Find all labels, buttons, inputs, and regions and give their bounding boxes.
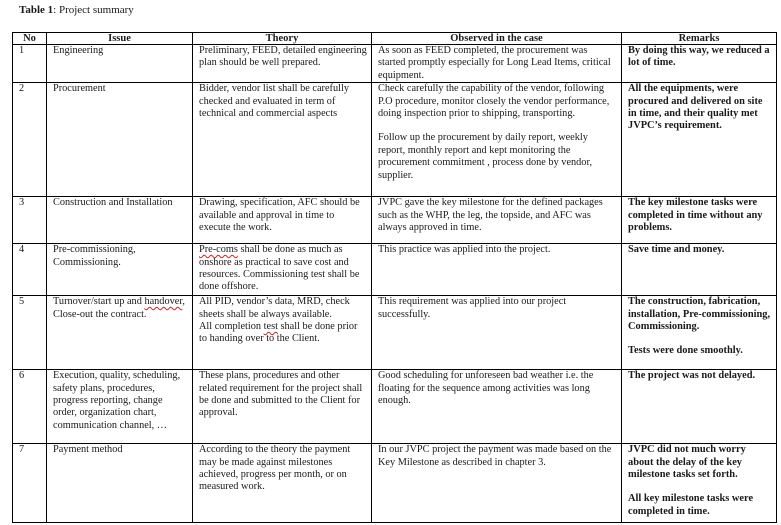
remarks-text: All the equipments, were procured and delivered on site in time, and their quality met JVPC’s requirement. [628, 83, 763, 132]
observed-cell [372, 83, 622, 197]
remarks-text: Tests were done smoothly. [628, 345, 743, 357]
theory-cell [193, 296, 372, 370]
remarks-cell [622, 197, 777, 244]
observed-text: JVPC gave the key milestone for the defined packages such as the WHP, the leg, the topside, and AFC was always approved in time. [378, 197, 603, 234]
theory-cell: These plans, procedures and other related requirement for the project shall be done and submitted to the Client for approval. [193, 370, 372, 444]
table-row [13, 45, 777, 83]
theory-cell: Drawing, specification, AFC should be available and approval in time to execute the work. [193, 197, 372, 244]
header-observed: Observed in the case [372, 33, 622, 45]
remarks-text: Save time and money. [628, 244, 725, 256]
remarks-text: JVPC did not much worry about the delay of the key milestone tasks set forth. [628, 444, 746, 481]
remarks-text: All key milestone tasks were completed in time. [628, 493, 754, 517]
header-remarks: Remarks [622, 33, 777, 45]
remarks-cell [622, 244, 777, 296]
observed-text: Follow up the procurement by daily report, weekly report, monthly report and kept monitoring the procurement commitment , process done by vendor, supplier. [378, 132, 593, 181]
header-theory: Theory [193, 33, 372, 45]
theory-cell: Preliminary, FEED, detailed engineering plan should be well prepared. [193, 45, 372, 83]
theory-cell [193, 244, 372, 296]
spellcheck-word: Pre-coms [199, 244, 238, 256]
row-number: 6 [13, 370, 47, 444]
issue-cell: Pre-commissioning, Commissioning. [47, 244, 193, 296]
remarks-cell [622, 444, 777, 523]
table-caption [19, 4, 134, 17]
spellcheck-word: test [263, 321, 278, 333]
issue-cell: Payment method [47, 444, 193, 523]
theory-cell: Bidder, vendor list shall be carefully checked and evaluated in term of technical and commercial aspects [193, 83, 372, 197]
remarks-cell [622, 45, 777, 83]
remarks-text: By doing this way, we reduced a lot of time. [628, 45, 770, 69]
row-number: 7 [13, 444, 47, 523]
table-row [13, 244, 777, 296]
table-row [13, 296, 777, 370]
remarks-cell [622, 370, 777, 444]
observed-cell [372, 197, 622, 244]
table-caption-text: : Project summary [53, 4, 134, 16]
row-number: 2 [13, 83, 47, 197]
issue-cell [47, 296, 193, 370]
observed-text: In our JVPC project the payment was made based on the Key Milestone as described in chapter 3. [378, 444, 612, 468]
theory-text: All completion [199, 321, 264, 333]
observed-text: Good scheduling for unforeseen bad weather i.e. the floating for the sequence among activities was long enough. [378, 370, 594, 407]
theory-cell: According to the theory the payment may be made against milestones achieved, progress per month, or on measured work. [193, 444, 372, 523]
table-row [13, 197, 777, 244]
issue-cell: Execution, quality, scheduling, safety plans, procedures, progress reporting, change order, organization chart, communication channel, … [47, 370, 193, 444]
observed-cell [372, 45, 622, 83]
theory-text: shall be done as much as onshore as practical to save cost and resources. Commissioning test shall be done offshore. [199, 244, 360, 293]
row-number: 4 [13, 244, 47, 296]
table-header-row [13, 33, 777, 45]
issue-cell: Procurement [47, 83, 193, 197]
row-number: 3 [13, 197, 47, 244]
row-number: 5 [13, 296, 47, 370]
issue-text: Turnover/start up and [53, 296, 145, 308]
header-issue: Issue [47, 33, 193, 45]
issue-cell: Engineering [47, 45, 193, 83]
remarks-cell [622, 83, 777, 197]
remarks-text: The project was not delayed. [628, 370, 756, 382]
spellcheck-word: handover [144, 296, 183, 308]
theory-text: All PID, vendor’s data, MRD, check sheets shall be always available. [199, 296, 350, 320]
observed-text: As soon as FEED completed, the procurement was started promptly especially for Long Lead Items, critical equipment. [378, 45, 611, 81]
header-no: No [13, 33, 47, 45]
table-row [13, 83, 777, 197]
table-row [13, 370, 777, 444]
observed-cell [372, 244, 622, 296]
observed-text: This requirement was applied into our project successfully. [378, 296, 567, 320]
observed-text: Check carefully the capability of the vendor, following P.O procedure, monitor closely the vendor performance, doing inspection prior to shipping, transporting. [378, 83, 610, 120]
issue-cell: Construction and Installation [47, 197, 193, 244]
row-number: 1 [13, 45, 47, 83]
observed-cell [372, 444, 622, 523]
remarks-text: The construction, fabrication, installation, Pre-commissioning, Commissioning. [628, 296, 771, 333]
observed-cell [372, 370, 622, 444]
table-caption-label: Table 1 [19, 4, 54, 16]
project-summary-table [12, 32, 777, 523]
observed-text: This practice was applied into the project. [378, 244, 551, 256]
theory-text: shall be done prior to handing over to the Client. [199, 321, 358, 345]
issue-text: , Close-out the contract. [53, 296, 185, 320]
table-row [13, 444, 777, 523]
remarks-cell [622, 296, 777, 370]
remarks-text: The key milestone tasks were completed in time without any problems. [628, 197, 763, 234]
observed-cell [372, 296, 622, 370]
